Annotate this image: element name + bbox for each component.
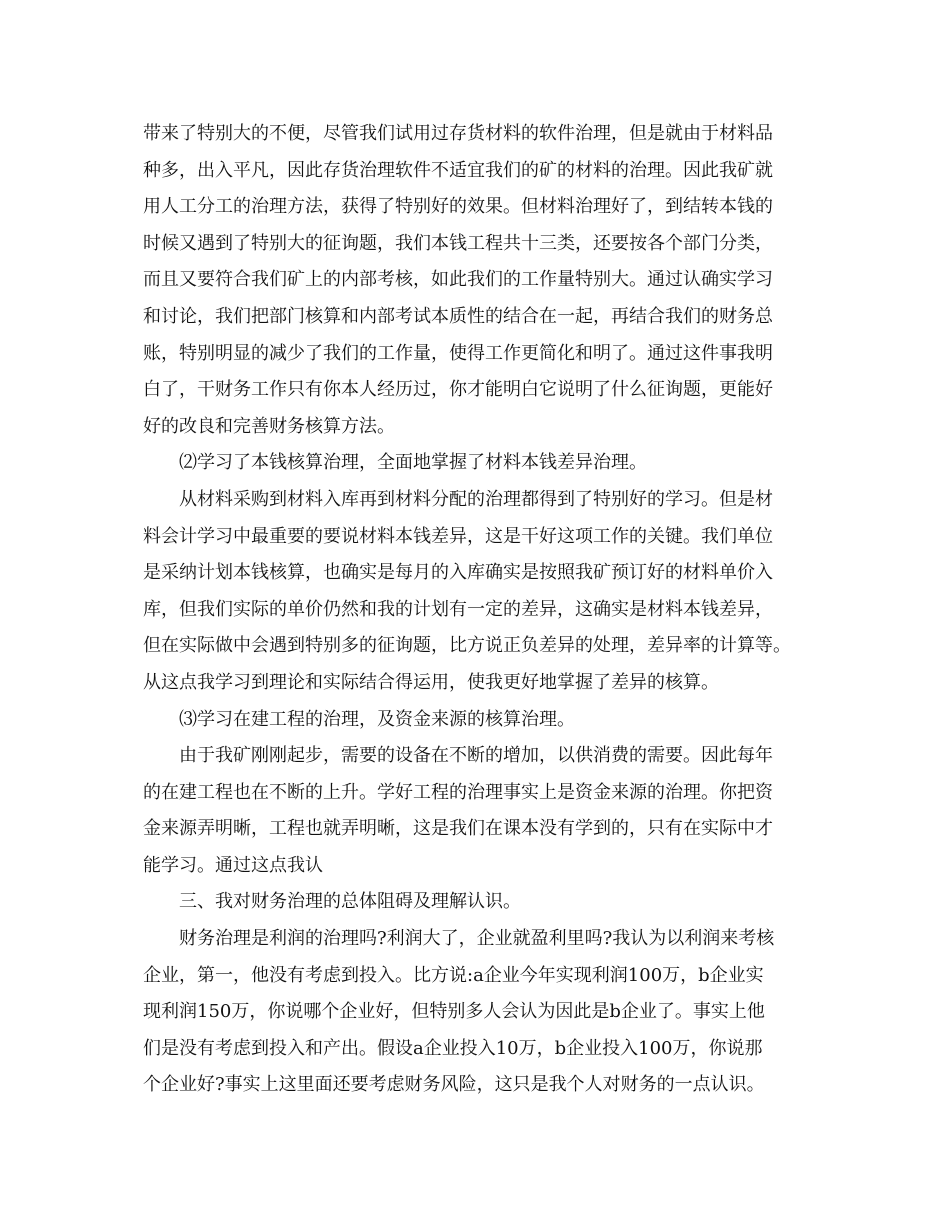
text-line: 好的改良和完善财务核算方法。: [143, 415, 395, 437]
section-heading: ⑶学习在建工程的治理，及资金来源的核算治理。: [179, 708, 575, 730]
text-line: 能学习。通过这点我认: [143, 854, 323, 876]
text-line: 而且又要符合我们矿上的内部考核，如此我们的工作量特别大。通过认确实学习: [143, 269, 773, 291]
text-line: 企业，第一，他没有考虑到投入。比方说:a企业今年实现利润100万，b企业实: [143, 964, 764, 986]
text-line: 金来源弄明晰，工程也就弄明晰，这是我们在课本没有学到的，只有在实际中才: [143, 818, 773, 840]
text-line: 由于我矿刚刚起步，需要的设备在不断的增加，以供消费的需要。因此每年: [179, 745, 773, 767]
text-line: 库，但我们实际的单价仍然和我的计划有一定的差异，这确实是材料本钱差异，: [143, 598, 773, 620]
text-line: 带来了特别大的不便，尽管我们试用过存货材料的软件治理，但是就由于材料品: [143, 123, 773, 144]
text-line: 财务治理是利润的治理吗?利润大了，企业就盈利里吗?我认为以利润来考核: [179, 928, 775, 950]
text-line: 现利润150万，你说哪个企业好，但特别多人会认为因此是b企业了。事实上他: [143, 1001, 765, 1023]
section-heading: 三、我对财务治理的总体阻碍及理解认识。: [179, 891, 521, 913]
text-line: 从材料采购到材料入库再到材料分配的治理都得到了特别好的学习。但是材: [179, 488, 773, 510]
text-line: 和讨论，我们把部门核算和内部考试本质性的结合在一起，再结合我们的财务总: [143, 305, 773, 327]
text-line: 但在实际做中会遇到特别多的征询题，比方说正负差异的处理，差异率的计算等。: [143, 635, 791, 657]
text-line: 的在建工程也在不断的上升。学好工程的治理事实上是资金来源的治理。你把资: [143, 781, 773, 803]
text-line: 从这点我学习到理论和实际结合得运用，使我更好地掌握了差异的核算。: [143, 671, 719, 693]
text-line: 是采纳计划本钱核算，也确实是每月的入库确实是按照我矿预订好的材料单价入: [143, 562, 773, 584]
document-body: [143, 116, 815, 1104]
text-line: 账，特别明显的减少了我们的工作量，使得工作更简化和明了。通过这件事我明: [143, 342, 773, 364]
section-heading: ⑵学习了本钱核算治理，全面地掌握了材料本钱差异治理。: [179, 452, 647, 474]
text-line: 用人工分工的治理方法，获得了特别好的效果。但材料治理好了，到结转本钱的: [143, 196, 773, 218]
text-line: 料会计学习中最重要的要说材料本钱差异，这是干好这项工作的关键。我们单位: [143, 525, 773, 547]
text-line: 白了，干财务工作只有你本人经历过，你才能明白它说明了什么征询题，更能好: [143, 379, 773, 401]
text-line: 时候又遇到了特别大的征询题，我们本钱工程共十三类，还要按各个部门分类，: [143, 232, 773, 254]
text-line: 们是没有考虑到投入和产出。假设a企业投入10万，b企业投入100万，你说那: [143, 1037, 763, 1059]
text-line: 种多，出入平凡，因此存货治理软件不适宜我们的矿的材料的治理。因此我矿就: [143, 159, 773, 181]
text-line: 个企业好?事实上这里面还要考虑财务风险，这只是我个人对财务的一点认识。: [143, 1074, 765, 1096]
